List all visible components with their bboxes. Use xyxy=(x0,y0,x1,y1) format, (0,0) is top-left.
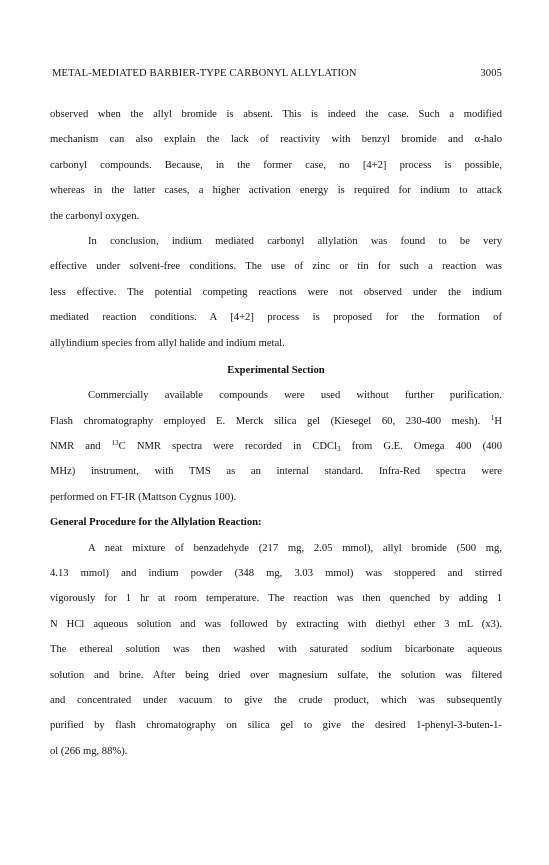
text-line: N HCl aqueous solution and was followed by extracting with diethyl ether 3 mL (x3). xyxy=(50,618,502,630)
line-text: C NMR spectra were recorded in CDCl xyxy=(118,441,338,453)
text-line: whereas in the latter cases, a higher activation energy is required for indium to attack xyxy=(50,185,502,197)
procedure-heading: General Procedure for the Allylation Reaction: xyxy=(50,517,262,529)
page-number: 3005 xyxy=(480,68,502,79)
text-line: mechanism can also explain the lack of reactivity with benzyl bromide and α-halo xyxy=(50,134,502,146)
subscript: 3 xyxy=(337,445,341,454)
paragraph-conclusion xyxy=(50,229,502,356)
text-line: The ethereal solution was then washed with saturated sodium bicarbonate aqueous xyxy=(50,644,502,656)
text-line xyxy=(50,409,502,434)
journal-page xyxy=(50,68,502,764)
running-title: METAL-MEDIATED BARBIER-TYPE CARBONYL ALLYLATION xyxy=(52,68,357,79)
experimental-heading: Experimental Section xyxy=(227,364,325,376)
superscript: 13 xyxy=(111,439,119,448)
text-line: and concentrated under vacuum to give the crude product, which was subsequently xyxy=(50,694,502,706)
text-line: less effective. The potential competing reactions were not observed under the indium xyxy=(50,286,502,298)
text-line: performed on FT-IR (Mattson Cygnus 100). xyxy=(50,491,237,503)
text-line: In conclusion, indium mediated carbonyl allylation was found to be very xyxy=(88,235,502,247)
text-line: carbonyl compounds. Because, in the former case, no [4+2] process is possible, xyxy=(50,159,502,171)
running-head xyxy=(50,68,502,88)
line-text: NMR and xyxy=(50,441,101,453)
text-line: purified by flash chromatography on silica gel to give the desired 1-phenyl-3-buten-1- xyxy=(50,720,502,732)
text-line: A neat mixture of benzadehyde (217 mg, 2.05 mmol), allyl bromide (500 mg, xyxy=(88,542,502,554)
paragraph-procedure xyxy=(50,536,502,765)
text-line: observed when the allyl bromide is absent. This is indeed the case. Such a modified xyxy=(50,109,502,120)
text-line: allylindium species from allyl halide and indium metal. xyxy=(50,337,285,349)
text-line: effective under solvent-free conditions. The use of zinc or tin for such a reaction was xyxy=(50,261,502,273)
text-line: Commercially available compounds were used without further purification. xyxy=(88,390,502,402)
text-line: 4.13 mmol) and indium powder (348 mg, 3.03 mmol) was stoppered and stirred xyxy=(50,568,502,580)
superscript: 1 xyxy=(490,413,495,422)
text-line: ol (266 mg, 88%). xyxy=(50,745,128,757)
line-text: H xyxy=(494,415,502,427)
text-line: MHz) instrument, with TMS as an internal standard. Infra-Red spectra were xyxy=(50,466,502,478)
text-line: solution and brine. After being dried over magnesium sulfate, the solution was filtered xyxy=(50,669,502,681)
paragraph-mechanism xyxy=(50,102,502,229)
line-text: from G.E. Omega 400 (400 xyxy=(340,441,502,453)
text-line xyxy=(50,434,502,459)
text-line: the carbonyl oxygen. xyxy=(50,210,140,222)
paragraph-experimental xyxy=(50,383,502,510)
line-text: Flash chromatography employed E. Merck silica gel (Kiesegel 60, 230-400 mesh). xyxy=(50,415,481,427)
text-line: vigorously for 1 hr at room temperature. The reaction was then quenched by adding 1 xyxy=(50,593,502,605)
text-line: mediated reaction conditions. A [4+2] process is proposed for the formation of xyxy=(50,312,502,324)
